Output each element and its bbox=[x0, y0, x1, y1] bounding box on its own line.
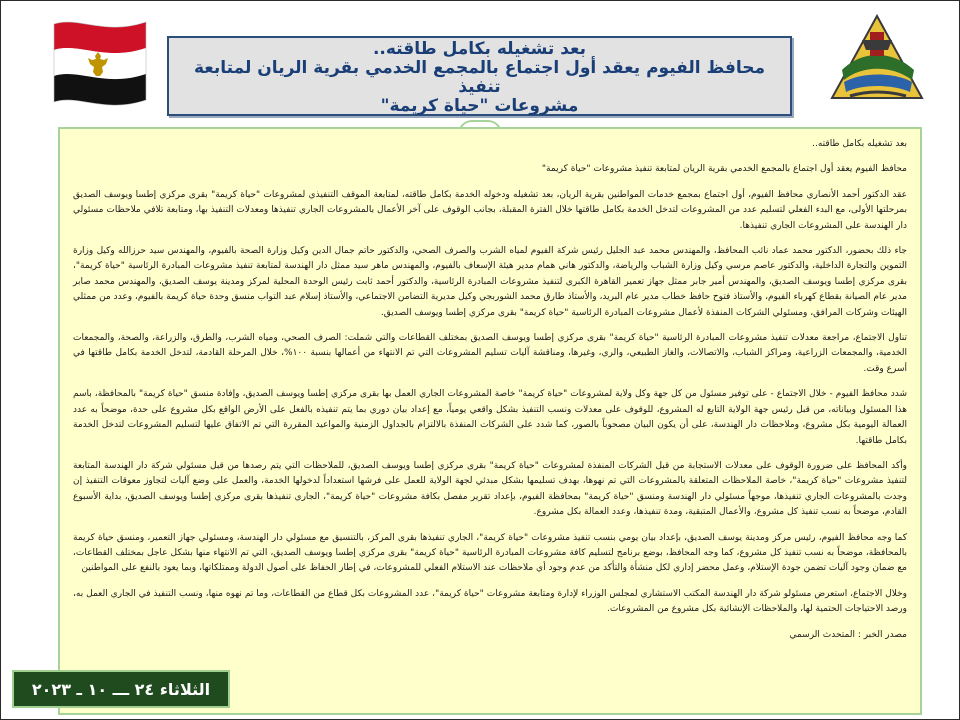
article-body bbox=[58, 127, 922, 715]
date-badge: الثلاثاء ٢٤ ـــ ١٠ ـ ٢٠٢٣ bbox=[12, 670, 230, 708]
article-paragraph: تناول الاجتماع، مراجعة معدلات تنفيذ مشروعات المبادرة الرئاسية "حياة كريمة" بقرى مركزي إطسا ويوسف الصديق بمختلف القطاعات والتي شملت: الصرف الصحي، ومياه الشرب، والطرق، والزراعة، والصحة، والمجمعات الخدمية، والمجمعات الزراعية، ومراكز الشباب، والاتصالات، والغاز الطبيعي، والري، وغيرها، ومناقشة آليات تسليم المشروعات التي تم الانتهاء من أعمالها بنسبة ١٠٠%، خلال المرحلة القادمة، لتدخل الخدمة بكامل طاقتها في أسرع وقت. bbox=[73, 333, 907, 374]
article-paragraph: بعد تشغيله بكامل طاقته.. bbox=[812, 139, 907, 149]
headline-box bbox=[167, 36, 792, 116]
article-paragraph: محافظ الفيوم يعقد أول اجتماع بالمجمع الخدمي بقرية الريان لمتابعة تنفيذ مشروعات "حياة كريمة" bbox=[541, 164, 907, 175]
article-paragraph: جاء ذلك بحضور، الدكتور محمد عماد نائب المحافظ، والمهندس محمد عبد الجليل رئيس شركة الفيوم لمياه الشرب والصرف الصحي، والدكتور حاتم جمال الدين وكيل وزارة الصحة بالفيوم، والمهندس سيد حرزالله وكيل وزارة التموين والتجارة الداخلية، والدكتور عاصم مرسي وكيل وزارة الشباب والرياضة، والدكتور هاني همام مدير هيئة الإسعاف بالفيوم، والمهندس ماهر سيد ممثل دار الهندسة لمتابعة تنفيذ مشروعات المبادرة الرئاسية "حياة كريمة"، بقرى مركزي إطسا ويوسف الصديق، والمهندس أمير جابر ممثل جهاز تعمير القاهرة الكبرى لتنفيذ مشروعات المبادرة الرئاسية، والدكتور أحمد ثابت رئيس الوحدة المحلية لمركز ومدينة يوسف الصديق، والمهندس محمد صابر مدير عام الصيانة بقطاع كهرباء الفيوم، والأستاذ فتوح حافظ خطاب مدير عام البريد، والأستاذ طارق محمد الشوربجي وكيل مديرية التضامن الاجتماعي، والأستاذ إسلام عبد التواب منسق وحدة حياة كريمة بالفيوم، وعدد من ممثلي الهيئات وشركات المرافق، ومسئولي الشركات المنفذة لأعمال مشروعات المبادرة الرئاسية "حياة كريمة" بقرى مركزي إطسا ويوسف الصديق. bbox=[73, 246, 907, 318]
fayoum-governorate-logo-icon bbox=[822, 10, 932, 110]
article-paragraph: وخلال الاجتماع، استعرض مسئولو شركة دار الهندسة المكتب الاستشاري لمجلس الوزراء لإدارة ومتابعة مشروعات "حياة كريمة"، عدد المشروعات بكل قطاع من القطاعات، وما تم نهوه منها، ونسب التنفيذ في الجاري العمل به، ورصد الاحتياجات الحتمية لها، والملاحظات الإنشائية بكل مشروع من المشروعات. bbox=[73, 588, 907, 615]
headline-line-3: مشروعات "حياة كريمة" bbox=[380, 96, 579, 116]
news-source: مصدر الخبر : المتحدث الرسمي bbox=[789, 629, 907, 640]
headline-line-1: بعد تشغيله بكامل طاقته.. bbox=[372, 39, 587, 59]
article-paragraph: شدد محافظ الفيوم - خلال الاجتماع - على توفير مسئول من كل جهة وكل ولاية لمشروعات "حياة كريمة" خاصة المشروعات الجاري العمل بها بقرى مركزي إطسا ويوسف الصديق، وإفادة منسق "حياة كريمة" بالمحافظة، باسم هذا المسئول وبياناته، من قبل رئيس جهة الولاية التابع له المشروع، للوقوف على معدلات ونسب التنفيذ بشكل واقعي يومياً، مع إعداد بيان دوري بما يتم تنفيذه بالفعل على الأرض الواقع بكل مشروع على حدة، موضحاً به عدد العمالة اليومية بكل مشروع، وملاحظات دار الهندسة، على أن يكون البيان مصحوباً بالصور، كما شدد على الشركات المنفذة بالالتزام بالجداول الزمنية والمواعيد المقررة التي تم الاتفاق عليها لتسليم المشروعات لتدخل الخدمة بكامل طاقتها. bbox=[73, 389, 907, 446]
article-paragraph: كما وجه محافظ الفيوم، رئيس مركز ومدينة يوسف الصديق، بإعداد بيان يومي بنسب تنفيذ مشروعات "حياة كريمة"، الجاري تنفيذها بقرى المركز، بالتنسيق مع مسئولي دار الهندسة، ومسئولي جهاز التعمير، ومنسق حياة كريمة بالمحافظة، موضحاً به نسب تنفيذ كل مشروع، كما وجه المحافظ، بوضع برنامج لتسليم كافة مشروعات المبادرة الرئاسية "حياة كريمة" بقرى مركزي إطسا ويوسف الصديق، التي تم الانتهاء منها بشكل عاجل بمختلف القطاعات، مع ضمان وجود آليات تضمن جودة الإستلام، وعمل محضر إداري لكل منشأة والتأكد من عدم وجود أي ملاحظات عند الاستلام الفعلي للمشروعات، في إطار الحفاظ على أصول الدولة وممتلكاتها، وبما يعود بالنفع على المواطنين bbox=[73, 532, 907, 574]
headline-line-2: محافظ الفيوم يعقد أول اجتماع بالمجمع الخدمي بقرية الريان لمتابعة تنفيذ bbox=[193, 58, 765, 97]
article-paragraph: وأكد المحافظ على ضرورة الوقوف على معدلات الاستجابة من قبل الشركات المنفذة لمشروعات "حياة كريمة" بقرى مركزي إطسا ويوسف الصديق، للملاحظات التي يتم رصدها من قبل مسئولي شركة دار الهندسة المتابعة لتنفيذ مشروعات "حياة كريمة"، خاصة الملاحظات المتعلقة بالمشروعات التي تم نهوها، بهدف تسليمها بشكل مبدئي لجهة الولاية للعمل على فرشها استعداداً لدخولها الخدمة، والعمل على وضع آليات لتجاوز معوقات التنفيذ إن وجدت بالمشروعات الجاري تنفيذها، موجهاً مسئولي دار الهندسة ومنسق "حياة كريمة" بمحافظة الفيوم، بإعداد تقرير مفصل بكافة مشروعات "حياة كريمة"، الجاري تنفيذها بقرى مركزي إطسا ويوسف الصديق، بداية الأسبوع القادم، موضحاً به نسب تنفيذ كل مشروع، والأعمال المتبقية، ومدة تنفيذها، وعدد العمالة بكل مشروع. bbox=[73, 460, 907, 518]
egypt-flag-icon bbox=[50, 14, 150, 108]
header bbox=[0, 0, 960, 125]
article-paragraph: عقد الدكتور أحمد الأنصاري محافظ الفيوم، أول اجتماع بمجمع خدمات المواطنين بقرية الريان، بعد تشغيله ودخوله الخدمة بكامل طاقته، لمتابعة الموقف التنفيذي لمشروعات "حياة كريمة" بقرى مركزي إطسا ويوسف الصديق بمرحلتها الأولى، مع البدء الفعلي لتسليم عدد من المشروعات لتدخل الخدمة بكامل طاقتها خلال الفترة المقبلة، بجانب الوقوف على آخر الأعمال بالمشروعات الجاري تنفيذها ومعدلات التنفيذ بها، ومتابعة تلافي ملاحظات مسئولي دار الهندسة على المشروعات الجاري تنفيذها. bbox=[73, 189, 907, 231]
